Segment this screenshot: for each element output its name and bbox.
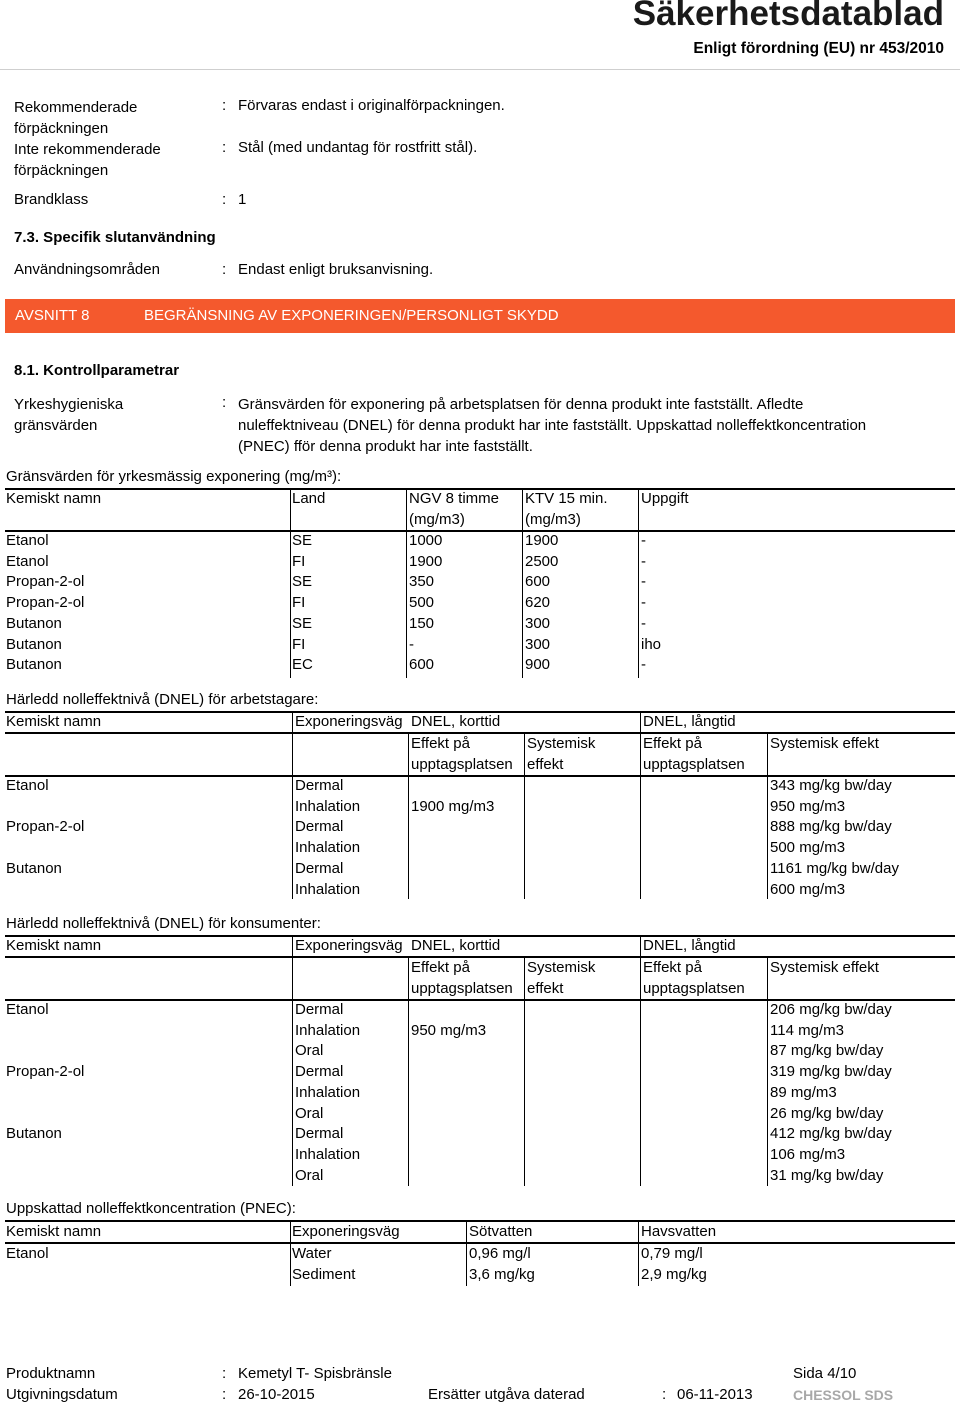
table-cell: 1000 xyxy=(409,532,443,549)
section-8-title: BEGRÄNSNING AV EXPONERINGEN/PERSONLIGT SKYDD xyxy=(144,307,559,324)
table-cell: 206 mg/kg bw/day xyxy=(770,1001,892,1018)
colon: : xyxy=(222,394,227,411)
table-cell: 3,6 mg/kg xyxy=(469,1266,535,1283)
column-subheader: Effekt på xyxy=(411,735,470,752)
table-cell: 500 xyxy=(409,594,435,612)
table-cell: Etanol xyxy=(6,532,49,549)
colon: : xyxy=(222,1365,227,1382)
table-cell: 319 mg/kg bw/day xyxy=(770,1063,892,1081)
column-subheader: Effekt på xyxy=(643,735,702,752)
column-subheader: upptagsplatsen xyxy=(643,980,745,997)
usage-area-value: Endast enligt bruksanvisning. xyxy=(238,261,434,278)
table-cell: Butanon xyxy=(6,656,62,674)
table-cell: 600 xyxy=(409,656,435,674)
table-cell: 300 xyxy=(525,614,551,632)
table-cell: 26 mg/kg bw/day xyxy=(770,1104,884,1122)
column-subheader: effekt xyxy=(527,980,564,997)
table-cell: 0,96 mg/l xyxy=(469,1245,531,1262)
table-cell: - xyxy=(641,552,646,570)
document-subtitle: Enligt förordning (EU) nr 453/2010 xyxy=(693,40,944,57)
recommended-packaging-value: Förvaras endast i originalförpackningen. xyxy=(238,97,505,114)
table-cell: 1900 mg/m3 xyxy=(411,797,495,815)
column-header: Uppgift xyxy=(641,490,689,507)
occupational-limits-text: Gränsvärden för exponering på arbetsplatsen för denna produkt inte fastställt. Afledte nuleffektniveau (DNEL) för denna produkt har inte fastställt. Uppskattad nolleffektkoncentration (PNEC) fför denna produkt har inte fastställt. xyxy=(238,396,867,455)
table-cell: Water xyxy=(292,1245,332,1262)
colon: : xyxy=(222,1386,227,1403)
table-cell: Dermal xyxy=(295,859,344,877)
table-cell: 87 mg/kg bw/day xyxy=(770,1042,884,1060)
fire-class-value: 1 xyxy=(238,191,247,208)
column-header: Kemiskt namn xyxy=(6,490,102,507)
footer-product-label: Produktnamn xyxy=(6,1365,96,1382)
table-cell: - xyxy=(641,594,646,612)
column-header: Kemiskt namn xyxy=(6,937,102,954)
section-8-1-heading: 8.1. Kontrollparametrar xyxy=(14,362,180,379)
table-cell: - xyxy=(641,656,646,674)
table-cell: Etanol xyxy=(6,777,49,794)
table-cell: 2,9 mg/kg xyxy=(641,1266,707,1283)
dnel-workers-caption: Härledd nolleffektnivå (DNEL) för arbetstagare: xyxy=(6,691,319,708)
table-cell: Inhalation xyxy=(295,839,361,857)
table-cell: 300 xyxy=(525,635,551,653)
column-header: Exponeringsväg xyxy=(295,937,403,954)
not-recommended-packaging-label: Inte rekommenderade förpäckningen xyxy=(14,141,161,179)
table-cell: Inhalation xyxy=(295,797,361,815)
recommended-packaging-label: Rekommenderade förpäckningen xyxy=(14,99,138,137)
column-header: Exponeringsväg xyxy=(295,713,403,730)
footer-product-value: Kemetyl T- Spisbränsle xyxy=(238,1365,392,1382)
column-header: Land xyxy=(292,490,326,507)
colon: : xyxy=(222,97,227,114)
table-cell: SE xyxy=(292,532,313,549)
table-cell: 89 mg/m3 xyxy=(770,1083,837,1101)
table-cell: 500 mg/m3 xyxy=(770,839,846,857)
document-title: Säkerhetsdatablad xyxy=(632,0,944,33)
table-cell: 150 xyxy=(409,614,435,632)
dnel-consumers-caption: Härledd nolleffektnivå (DNEL) för konsumenter: xyxy=(6,915,321,932)
footer-replaces-value: 06-11-2013 xyxy=(677,1386,753,1403)
table-cell: 1161 mg/kg bw/day xyxy=(770,859,899,877)
table-cell: Inhalation xyxy=(295,1083,361,1101)
table-cell: Oral xyxy=(295,1166,324,1184)
table-cell: 343 mg/kg bw/day xyxy=(770,777,892,794)
usage-area-label: Användningsområden xyxy=(14,261,160,278)
column-header: Exponeringsväg xyxy=(292,1223,400,1240)
column-header: (mg/m3) xyxy=(409,511,465,528)
column-subheader: Systemisk effekt xyxy=(770,959,879,976)
column-subheader: Effekt på xyxy=(411,959,470,976)
table-cell: 31 mg/kg bw/day xyxy=(770,1166,884,1184)
table-cell: 0,79 mg/l xyxy=(641,1245,703,1262)
table-cell: FI xyxy=(292,552,306,570)
table-cell: Dermal xyxy=(295,818,344,836)
table-cell: 600 xyxy=(525,573,551,591)
column-header: Kemiskt namn xyxy=(6,713,102,730)
table-cell: 620 xyxy=(525,594,551,612)
table-cell: SE xyxy=(292,573,313,591)
table-cell: 950 mg/m3 xyxy=(411,1021,487,1039)
footer-date-value: 26-10-2015 xyxy=(238,1386,315,1403)
table-cell: Inhalation xyxy=(295,1145,361,1163)
table-cell: - xyxy=(641,532,646,549)
column-subheader: upptagsplatsen xyxy=(643,756,745,773)
table-cell: Propan-2-ol xyxy=(6,594,85,612)
table-cell: Dermal xyxy=(295,1125,344,1143)
table-cell: FI xyxy=(292,594,306,612)
table-cell: SE xyxy=(292,614,313,632)
column-subheader: upptagsplatsen xyxy=(411,756,513,773)
column-subheader: Systemisk effekt xyxy=(770,735,879,752)
table-cell: Sediment xyxy=(292,1266,356,1283)
limits-caption: Gränsvärden för yrkesmässig exponering (mg/m³): xyxy=(6,468,342,485)
table-cell: Etanol xyxy=(6,552,49,570)
table-cell: Etanol xyxy=(6,1245,49,1262)
column-header: DNEL, långtid xyxy=(643,713,736,730)
column-subheader: upptagsplatsen xyxy=(411,980,513,997)
footer-replaces-label: Ersätter utgåva daterad xyxy=(428,1386,585,1403)
table-cell: Butanon xyxy=(6,614,62,632)
table-cell: Dermal xyxy=(295,1001,344,1018)
table-cell: - xyxy=(409,635,414,653)
table-cell: Oral xyxy=(295,1042,324,1060)
table-cell: Propan-2-ol xyxy=(6,1063,85,1081)
table-cell: 412 mg/kg bw/day xyxy=(770,1125,892,1143)
section-8-number: AVSNITT 8 xyxy=(15,307,90,324)
footer-brand: CHESSOL SDS xyxy=(793,1387,894,1403)
column-subheader: Effekt på xyxy=(643,959,702,976)
column-subheader: Systemisk xyxy=(527,959,596,976)
column-header: (mg/m3) xyxy=(525,511,581,528)
table-cell: - xyxy=(641,573,646,591)
column-header: KTV 15 min. xyxy=(525,490,608,507)
column-header: Kemiskt namn xyxy=(6,1223,102,1240)
header-divider xyxy=(0,69,960,70)
table-cell: - xyxy=(641,614,646,632)
column-header: NGV 8 timme xyxy=(409,490,500,507)
table-cell: 888 mg/kg bw/day xyxy=(770,818,892,836)
table-cell: 2500 xyxy=(525,552,559,570)
table-cell: Propan-2-ol xyxy=(6,818,85,836)
table-cell: 106 mg/m3 xyxy=(770,1145,846,1163)
table-cell: Dermal xyxy=(295,777,344,794)
table-cell: 1900 xyxy=(525,532,559,549)
table-cell: Butanon xyxy=(6,635,62,653)
table-cell: Dermal xyxy=(295,1063,344,1081)
pnec-caption: Uppskattad nolleffektkoncentration (PNEC): xyxy=(6,1200,296,1217)
table-cell: Butanon xyxy=(6,1125,62,1143)
table-cell: EC xyxy=(292,656,313,674)
table-cell: Inhalation xyxy=(295,1021,361,1039)
not-recommended-packaging-value: Stål (med undantag för rostfritt stål). xyxy=(238,139,478,156)
column-header: Sötvatten xyxy=(469,1223,533,1240)
table-cell: 900 xyxy=(525,656,551,674)
colon: : xyxy=(662,1386,667,1403)
footer-date-label: Utgivningsdatum xyxy=(6,1386,118,1403)
section-7-3-heading: 7.3. Specifik slutanvändning xyxy=(14,229,216,246)
occupational-limits-label: Yrkeshygieniska gränsvärden xyxy=(14,396,124,434)
colon: : xyxy=(222,191,227,208)
section-8-banner xyxy=(5,299,955,333)
colon: : xyxy=(222,261,227,278)
table-cell: 950 mg/m3 xyxy=(770,797,846,815)
table-cell: 1900 xyxy=(409,552,443,570)
table-cell: FI xyxy=(292,635,306,653)
table-cell: Oral xyxy=(295,1104,324,1122)
column-header: Havsvatten xyxy=(641,1223,717,1240)
table-cell: Propan-2-ol xyxy=(6,573,85,591)
column-subheader: effekt xyxy=(527,756,564,773)
table-cell: 114 mg/m3 xyxy=(770,1021,844,1039)
fire-class-label: Brandklass xyxy=(14,191,89,208)
table-cell: Etanol xyxy=(6,1001,49,1018)
table-cell: 600 mg/m3 xyxy=(770,880,846,898)
column-header: DNEL, korttid xyxy=(411,937,501,954)
table-cell: Inhalation xyxy=(295,880,361,898)
column-header: DNEL, långtid xyxy=(643,937,736,954)
colon: : xyxy=(222,139,227,156)
table-cell: Butanon xyxy=(6,859,62,877)
column-header: DNEL, korttid xyxy=(411,713,501,730)
table-cell: iho xyxy=(641,635,662,653)
table-cell: 350 xyxy=(409,573,435,591)
column-subheader: Systemisk xyxy=(527,735,596,752)
footer-page-number: Sida 4/10 xyxy=(793,1365,857,1382)
